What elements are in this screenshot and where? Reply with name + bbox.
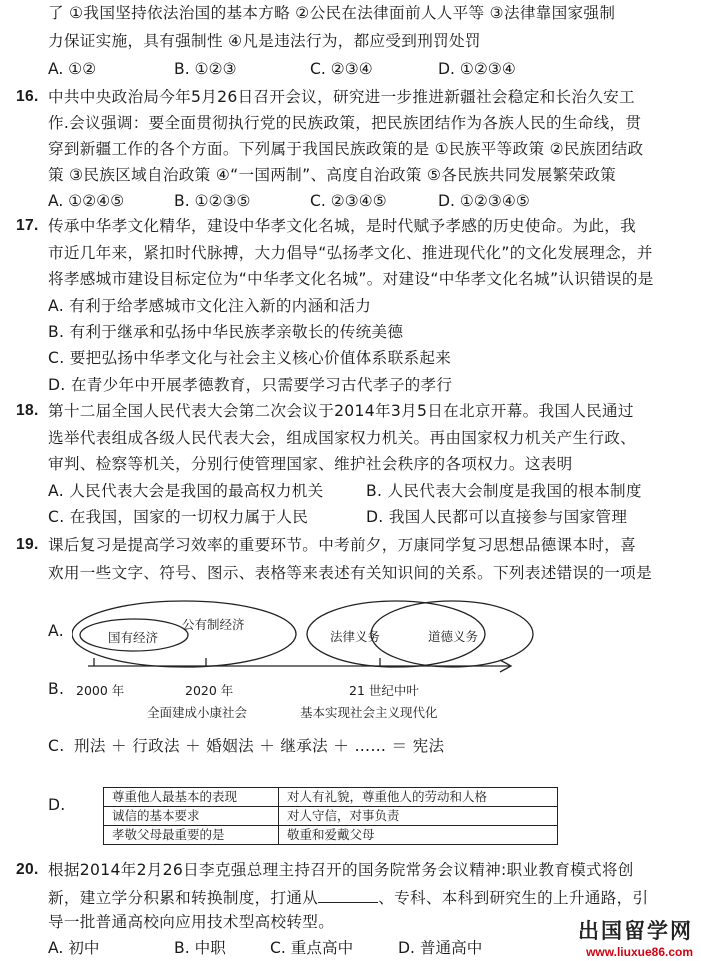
q20-line-2-end: 、专科、本科到研究生的上升通路，引 [378,889,649,907]
q19-option-c-label: C. [48,737,65,755]
q19-b-year-midcentury: 21 世纪中叶 [349,683,419,698]
q18-text-line-2: 选举代表组成各级人民代表大会，组成国家权力机关。再由国家权力机关产生行政、 [48,429,637,447]
q19-option-c-text: 刑法 ＋ 行政法 ＋ 婚姻法 ＋ 继承法 ＋ …… ＝ 宪法 [74,737,445,755]
q15-options [48,59,648,79]
q20-text-line-2 [48,887,648,908]
q16-option-d: D. ①②③④⑤ [438,192,530,210]
q17-option-c: C. 要把弘扬中华孝文化与社会主义核心价值体系联系起来 [48,349,452,367]
q19-a-inner-label: 国有经济 [108,630,159,645]
q20-line-2-start: 新，建立学分积累和转换制度，打通从 [48,889,319,907]
q19-d-table [103,787,558,845]
q19-text-line-2: 欢用一些文字、符号、图示、表格等来表述有关知识间的关系。下列表述错误的一项是 [48,564,652,582]
q19-b-goal-2: 基本实现社会主义现代化 [300,705,438,720]
q19-number: 19. [16,536,39,553]
q18-option-d: D. 我国人民都可以直接参与国家管理 [366,508,628,526]
q16-text-line-2: 作.会议强调：要全面贯彻执行党的民族政策，把民族团结作为各族人民的生命线，贯 [48,114,642,132]
q18-text-line-1: 第十二届全国人民代表大会第二次会议于2014年3月5日在北京开幕。我国人民通过 [48,402,634,420]
q16-option-c: C. ②③④⑤ [310,192,387,210]
q17-option-a: A. 有利于给孝感城市文化注入新的内涵和活力 [48,297,372,315]
q17-option-b: B. 有利于继承和弘扬中华民族孝亲敬长的传统美德 [48,323,404,341]
q18-option-c: C. 在我国，国家的一切权力属于人民 [48,508,309,526]
q20-option-a: A. 初中 [48,939,100,957]
q20-text-line-1: 根据2014年2月26日李克强总理主持召开的国务院常务会议精神:职业教育模式将创 [48,861,634,879]
watermark-url: www.liuxue86.com [586,945,693,959]
fill-in-blank [318,887,378,903]
q18-option-a: A. 人民代表大会是我国的最高权力机关 [48,482,324,500]
watermark-site-name: 出国留学网 [578,919,693,943]
q15-option-c: C. ②③④ [310,60,373,78]
q17-number: 17. [16,217,39,234]
table-row [104,826,558,845]
q16-text-line-1: 中共中央政治局今年5月26日召开会议，研究进一步推进新疆社会稳定和长治久安工 [48,88,635,106]
q15-option-a: A. ①② [48,60,97,78]
q16-options [48,191,668,211]
table-cell: 对人守信，对事负责 [279,807,558,826]
q15-option-b: B. ①②③ [174,60,237,78]
q16-text-line-3: 穿到新疆工作的各个方面。下列属于我国民族政策的是 ①民族平等政策 ②民族团结政 [48,140,644,158]
q16-option-b: B. ①②③⑤ [174,192,251,210]
q18-number: 18. [16,402,39,419]
q20-option-b: B. 中职 [174,939,226,957]
q20-text-line-3: 导一批普通高校向应用技术型高校转型。 [48,913,335,931]
q19-option-d-label: D. [48,796,66,814]
table-cell: 孝敬父母最重要的是 [104,826,279,845]
q16-number: 16. [16,88,39,105]
q15-text-line-1: 了 ①我国坚持依法治国的基本方略 ②公民在法律面前人人平等 ③法律靠国家强制 [48,4,616,22]
table-cell: 敬重和爱戴父母 [279,826,558,845]
q20-option-d: D. 普通高中 [398,939,483,957]
table-cell: 尊重他人最基本的表现 [104,788,279,807]
q17-text-line-3: 将孝感城市建设目标定位为“中华孝文化名城”。对建设“中华孝文化名城”认识错误的是 [48,270,654,288]
q16-text-line-4: 策 ③民族区域自治政策 ④“一国两制”、高度自治政策 ⑤各民族共同发展繁荣政策 [48,166,617,184]
q19-a-left-label: 法律义务 [330,629,381,644]
q18-option-b: B. 人民代表大会制度是我国的根本制度 [366,482,642,500]
q18-text-line-3: 审判、检察等机关，分别行使管理国家、维护社会秩序的各项权力。这表明 [48,455,573,473]
q19-b-year-2020: 2020 年 [185,683,234,698]
q17-text-line-2: 市近几年来，紧扣时代脉搏，大力倡导“弘扬孝文化、推进现代化”的文化发展理念，并 [48,244,653,262]
q19-b-goal-1: 全面建成小康社会 [147,705,248,720]
q19-a-outer-label: 公有制经济 [182,617,245,632]
table-cell: 对人有礼貌，尊重他人的劳动和人格 [279,788,558,807]
q20-option-c: C. 重点高中 [270,939,354,957]
q17-option-d: D. 在青少年中开展孝德教育，只需要学习古代孝子的孝行 [48,376,453,394]
q20-number: 20. [16,861,39,878]
q20-options [48,938,508,958]
q16-option-a: A. ①②④⑤ [48,192,125,210]
q19-option-b-label: B. [48,680,65,698]
table-row [104,788,558,807]
q19-text-line-1: 课后复习是提高学习效率的重要环节。中考前夕，万康同学复习思想品德课本时，喜 [48,536,637,554]
q15-text-line-2: 力保证实施，具有强制性 ④凡是违法行为，都应受到刑罚处罚 [48,32,481,50]
table-row [104,807,558,826]
site-watermark [578,915,693,959]
q19-b-year-2000: 2000 年 [76,683,125,698]
q19-option-a-label: A. [48,622,64,640]
q17-text-line-1: 传承中华孝文化精华，建设中华孝文化名城，是时代赋予孝感的历史使命。为此，我 [48,217,637,235]
table-cell: 诚信的基本要求 [104,807,279,826]
q19-b-timeline [80,654,520,678]
q19-a-right-label: 道德义务 [428,629,479,644]
q15-option-d: D. ①②③④ [438,60,516,78]
